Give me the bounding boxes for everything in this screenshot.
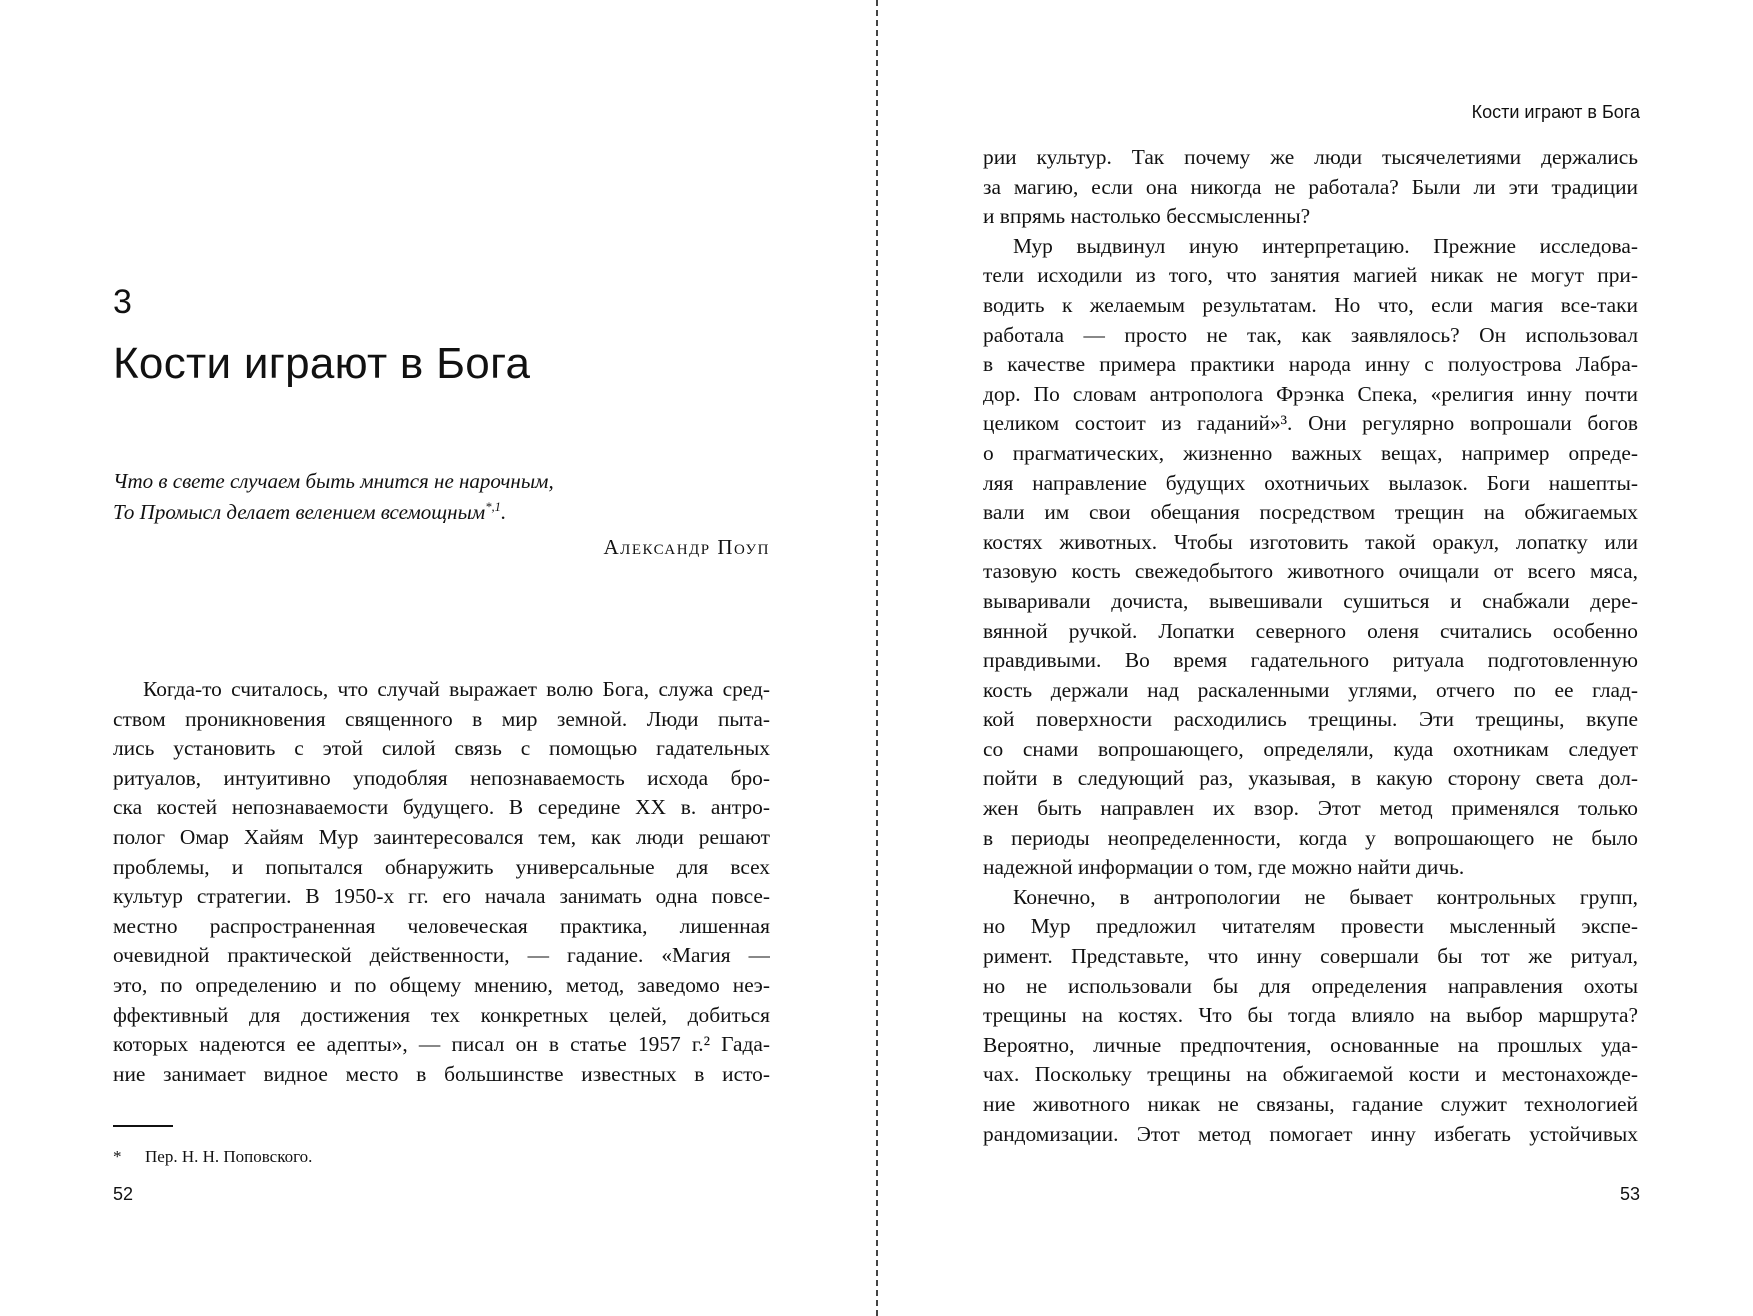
body-line: дор. По словам антрополога Фрэнка Спека, «религия инну почти xyxy=(983,381,1638,406)
body-line: ритуалов, интуитивно уподобляя непознаваемость исхода бро- xyxy=(113,765,770,790)
epigraph-author: Александр Поуп xyxy=(603,535,770,559)
page-number-right: 53 xyxy=(1619,1184,1640,1204)
body-line: вываривали дочиста, вывешивали сушиться и снабжали дере- xyxy=(983,588,1638,613)
epigraph-line-2-text: То Промысл делает велением всемощным xyxy=(113,500,486,524)
body-line: очевидной практической действенности, — гадание. «Магия — xyxy=(113,943,770,968)
body-line: ляя направление будущих охотничьих вылазок. Боги нашепты- xyxy=(983,470,1638,495)
body-line: ние занимает видное место в большинстве известных в исто- xyxy=(113,1061,770,1086)
body-line: трещины на костях. Что бы тогда влияло на выбор маршрута? xyxy=(983,1003,1638,1028)
footnote-text: Пер. Н. Н. Поповского. xyxy=(145,1147,313,1166)
body-line: римент. Представьте, что инну совершали бы тот же ритуал, xyxy=(983,944,1638,969)
epigraph-note-mark[interactable]: *,1 xyxy=(485,500,501,514)
body-line: со снами вопрошающего, определяли, куда охотникам следует xyxy=(983,736,1638,761)
body-line: в качестве примера практики народа инну с полуострова Лабра- xyxy=(983,352,1638,377)
body-line: и впрямь настолько бессмысленны? xyxy=(983,204,1311,229)
chapter-title: Кости играют в Бога xyxy=(113,339,531,388)
body-line: вали им свои обещания посредством трещин на обжигаемых xyxy=(983,500,1638,525)
body-line: рии культур. Так почему же люди тысячелетиями держались xyxy=(983,145,1638,169)
body-line: это, по определению и по общему мнению, метод, заведомо неэ- xyxy=(113,972,770,997)
body-line: целиком состоит из гаданий»³. Они регулярно вопрошали богов xyxy=(983,411,1638,436)
chapter-number: 3 xyxy=(113,283,132,321)
body-line: вянной ручкой. Лопатки северного оленя считались особенно xyxy=(983,618,1638,643)
right-page xyxy=(878,0,1753,1316)
body-line: Мур выдвинул иную интерпретацию. Прежние исследова- xyxy=(1013,233,1638,258)
left-body-text xyxy=(113,675,770,1089)
body-line: тели исходили из того, что занятия магией никак не могут при- xyxy=(983,263,1638,288)
body-line: кость держали над раскаленными углями, отчего по ее глад- xyxy=(983,677,1638,702)
body-line: Конечно, в антропологии не бывает контрольных групп, xyxy=(1013,884,1638,909)
body-line: водить к желаемым результатам. Но что, если магия все-таки xyxy=(983,292,1638,317)
body-line: правдивыми. Во время гадательного ритуала подготовленную xyxy=(983,648,1638,673)
body-line: надежной информации о том, где можно найти дичь. xyxy=(983,855,1465,880)
running-head: Кости играют в Бога xyxy=(1471,102,1640,122)
body-line: Когда-то считалось, что случай выражает волю Бога, служа сред- xyxy=(143,677,770,701)
body-line: культур стратегии. В 1950-х гг. его начала занимать одна повсе- xyxy=(113,884,770,909)
body-line: жен быть направлен их взор. Этот метод применялся только xyxy=(983,796,1638,821)
body-line: Вероятно, личные предпочтения, основанные на прошлых уда- xyxy=(983,1032,1638,1057)
body-line: ффективный для достижения тех конкретных целей, добиться xyxy=(113,1002,770,1027)
body-line: о прагматических, жизненно важных вещах, например опреде- xyxy=(983,440,1638,465)
body-line: но Мур предложил читателям провести мысленный экспе- xyxy=(983,914,1638,939)
body-line: которых надеются ее адепты», — писал он в статье 1957 г.² Гада- xyxy=(113,1032,770,1057)
body-line: за магию, если она никогда не работала? Были ли эти традиции xyxy=(983,174,1638,199)
body-line: ска костей непознаваемости будущего. В середине XX в. антро- xyxy=(113,795,770,820)
body-line: тазовую кость свежедобытого животного очищали от всего мяса, xyxy=(983,559,1638,584)
body-line: чах. Поскольку трещины на обжигаемой кости и местонахожде- xyxy=(983,1062,1638,1087)
body-line: работала — просто не так, как заявлялось? Он использовал xyxy=(983,322,1638,347)
footnote xyxy=(113,1146,312,1168)
body-line: лись установить с этой силой связь с помощью гадательных xyxy=(113,736,770,761)
epigraph-line-2-end: . xyxy=(500,500,507,524)
body-line: но не использовали бы для определения направления охоты xyxy=(983,973,1638,998)
body-line: ние животного никак не связаны, гадание служит технологией xyxy=(983,1092,1638,1116)
body-line: рандомизации. Этот метод помогает инну избегать устойчивых xyxy=(983,1121,1638,1146)
footnote-mark: * xyxy=(113,1147,122,1166)
body-line: костях животных. Чтобы изготовить такой оракул, лопатку или xyxy=(983,529,1638,554)
body-line: местно распространенная человеческая практика, лишенная xyxy=(113,913,770,938)
epigraph-line-1: Что в свете случаем быть мнится не нарочным, xyxy=(113,469,554,493)
body-line: ством проникновения священного в мир земной. Люди пыта- xyxy=(113,706,770,731)
right-body-text xyxy=(983,143,1638,1149)
body-line: пойти в следующий раз, указывая, в какую сторону света дол- xyxy=(983,766,1638,791)
body-line: проблемы, и попытался обнаружить универсальные для всех xyxy=(113,854,770,879)
body-line: полог Омар Хайям Мур заинтересовался тем, как люди решают xyxy=(113,824,770,849)
body-line: в периоды неопределенности, когда у вопрошающего не было xyxy=(983,825,1638,850)
body-line: кой поверхности расходились трещины. Эти трещины, вкупе xyxy=(983,707,1638,732)
epigraph-line-2 xyxy=(113,497,773,528)
page-number-left: 52 xyxy=(113,1184,134,1204)
epigraph xyxy=(113,466,773,528)
footnote-divider xyxy=(113,1125,173,1127)
